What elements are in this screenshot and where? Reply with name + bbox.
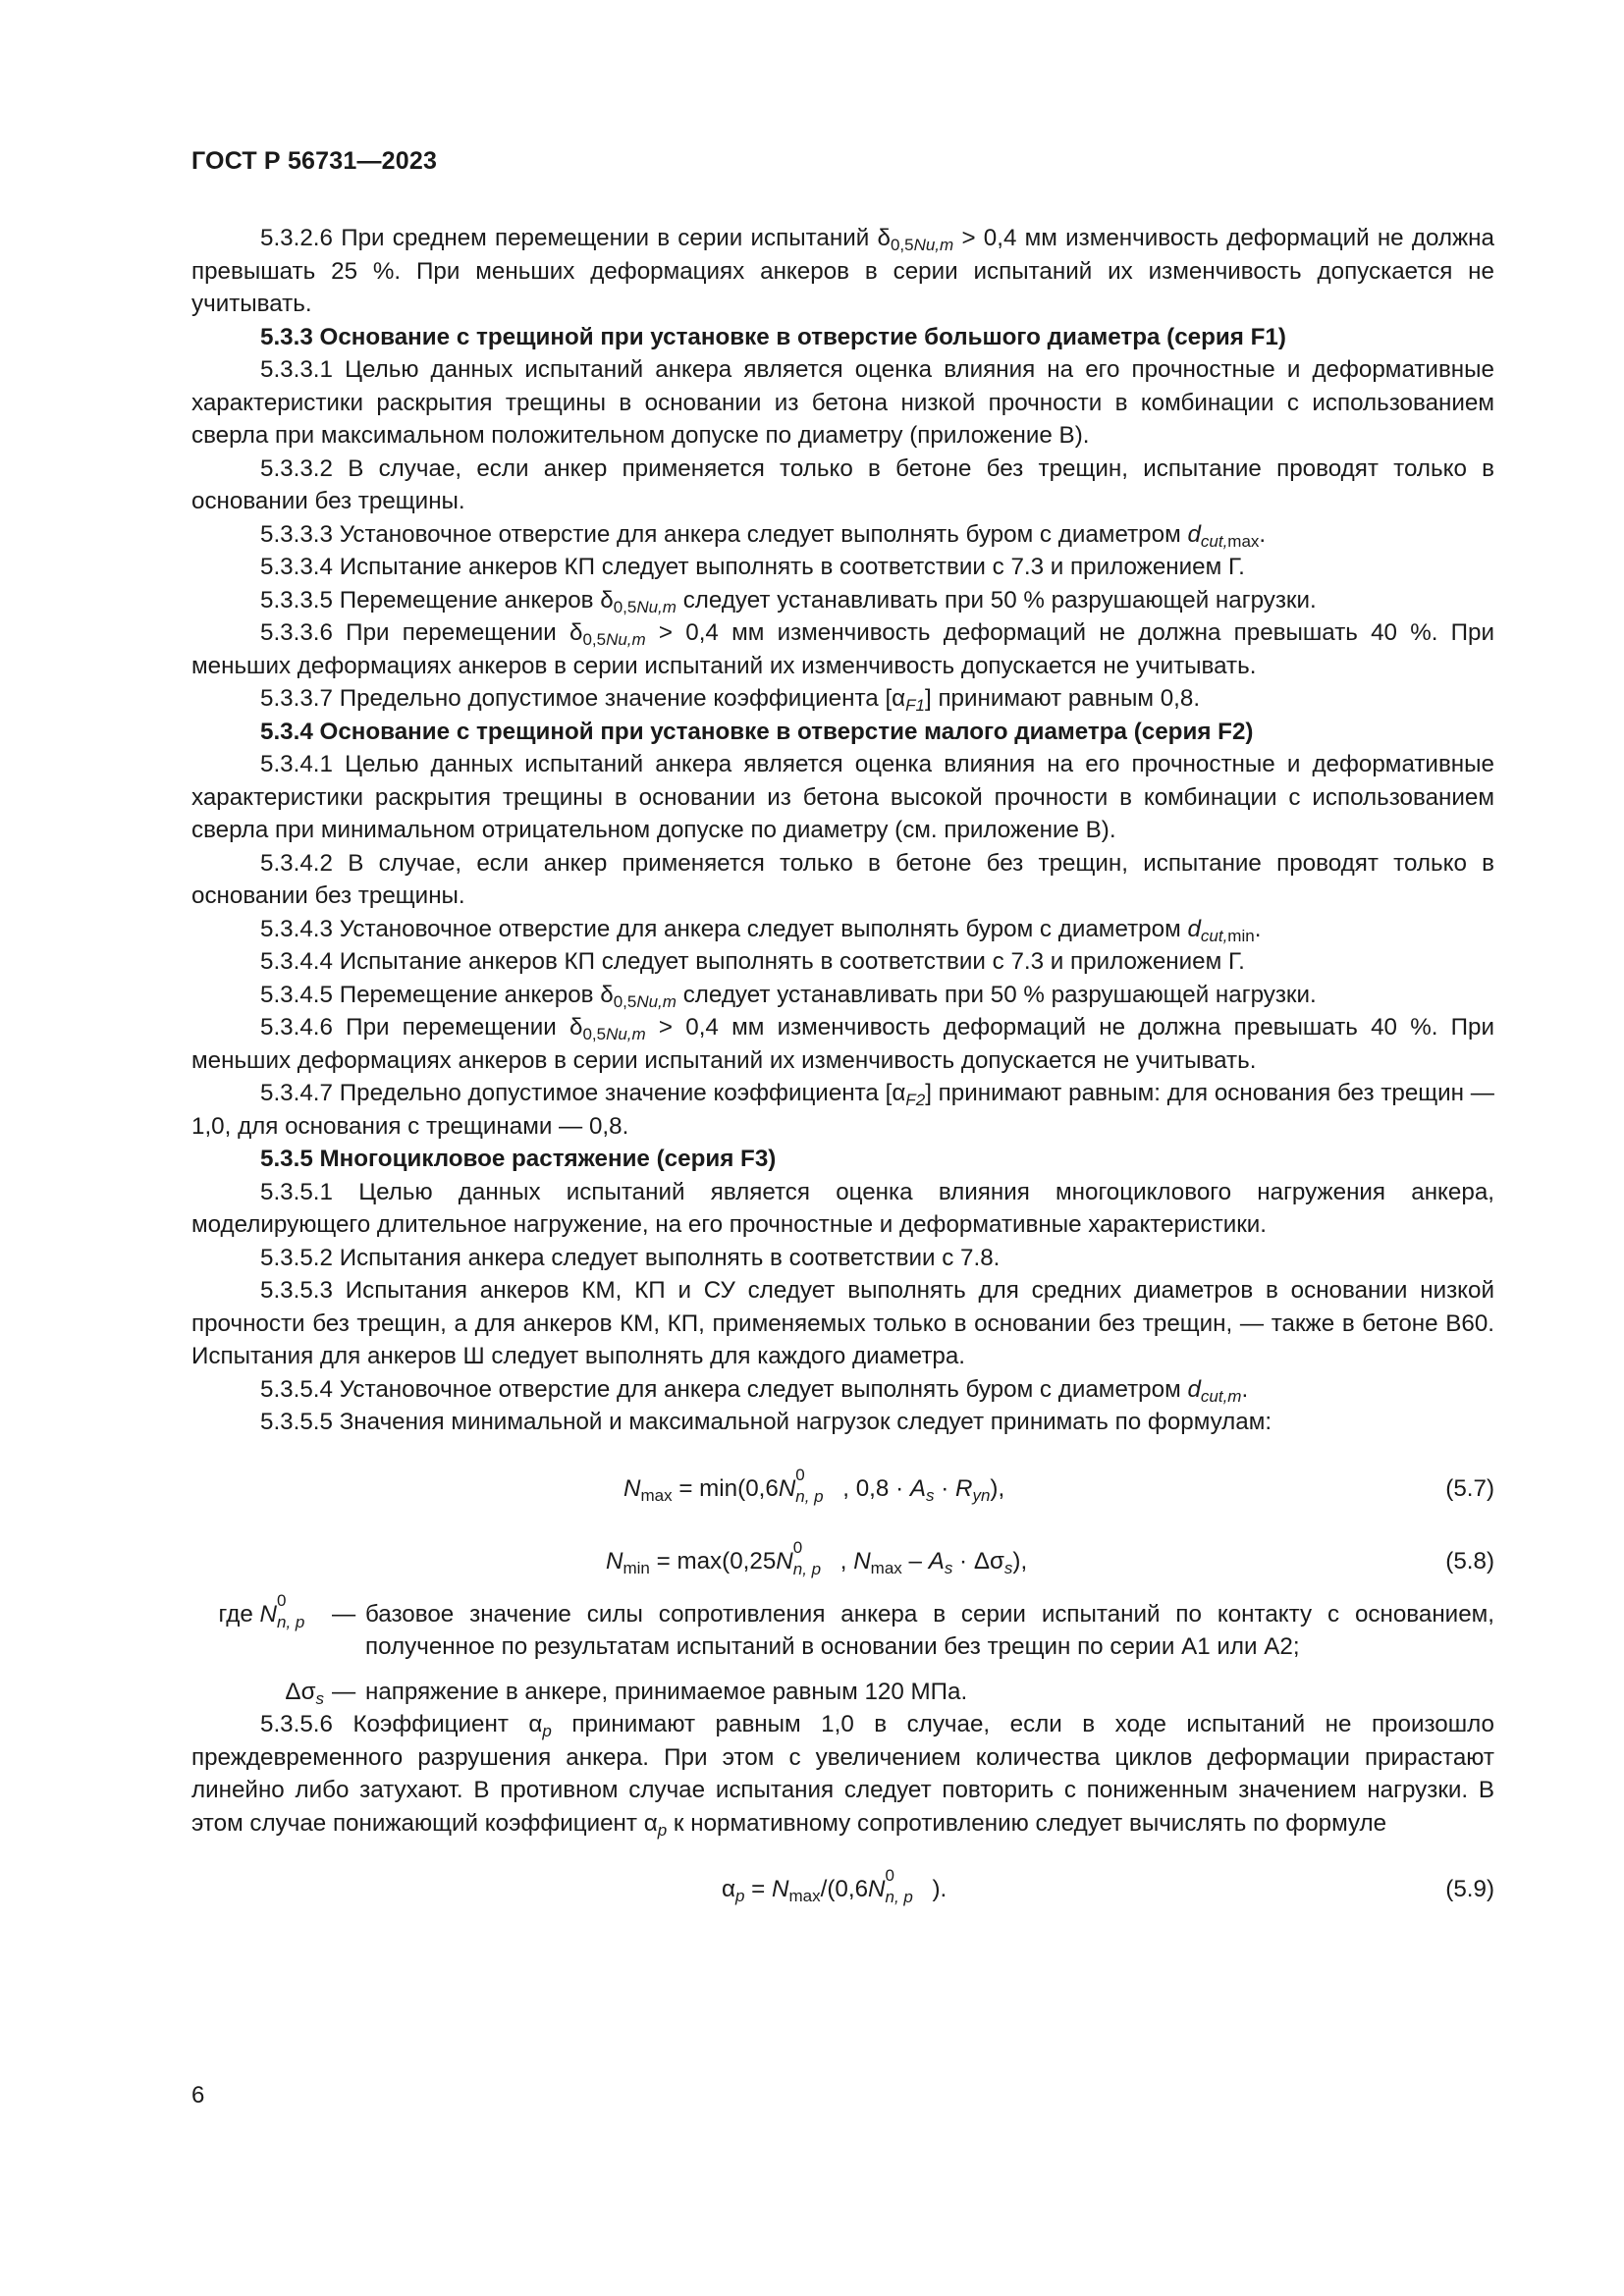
where-dash-2: — (332, 1678, 356, 1705)
paragraph-5-3-4-5: 5.3.4.5 Перемещение анкеров $\delta_{0,5Nu,m}$ следует устанавливать при 50 % разрушающей нагрузки. (260, 981, 1317, 1011)
paragraph-5-3-3-5: 5.3.3.5 Перемещение анкеров $\delta_{0,5Nu,m}$ следует устанавливать при 50 % разрушающей нагрузки. (260, 586, 1317, 616)
paragraph-5-3-4-7: 5.3.4.7 Предельно допустимое значение коэффициента $[\alpha_{F2}]$ принимают равным: для основания без трещин — 1,0, для основания с трещинами — 0,8. (191, 1080, 1494, 1140)
formula-5-7 (191, 1453, 1494, 1512)
formula-5-9-expression: $\alpha_p = N_{max}/(0,6N$ 0 n, p ). (722, 1866, 947, 1906)
page-header: ГОСТ Р 56731—2023 (191, 147, 438, 175)
where-symbol-1: где N 0 n, p (218, 1590, 305, 1631)
formula-5-9-number: (5.9) (1445, 1876, 1494, 1902)
paragraph-5-3-5-4: 5.3.5.4 Установочное отверстие для анкера следует выполнять буром с диаметром $d_{cut,m}$. (260, 1375, 1249, 1406)
where-item-2 (191, 1676, 1494, 1709)
paragraph-5-3-4-2: 5.3.4.2 В случае, если анкер применяется только в бетоне без трещин, испытание проводят только в основании без трещины. (191, 849, 1494, 909)
paragraph-5-3-5-2: 5.3.5.2 Испытания анкера следует выполнять в соответствии с 7.8. (260, 1244, 1001, 1271)
page-number: 6 (191, 2082, 205, 2109)
paragraph-5-3-3-1: 5.3.3.1 Целью данных испытаний анкера является оценка влияния на его прочностные и деформативные характеристики раскрытия трещины в основании из бетона низкой прочности в комбинации с использованием сверла при максимальном положительном допуске по диаметру (приложение В). (191, 356, 1494, 449)
formula-5-8 (191, 1525, 1494, 1584)
paragraph-5-3-3-6: 5.3.3.6 При перемещении $\delta_{0,5Nu,m} > 0,4$ мм изменчивость деформаций не должна превышать 40 %. При меньших деформациях анкеров в серии испытаний их изменчивость допускается не учитывать. (191, 619, 1495, 679)
formula-5-7-expression: $N_{max} = \min(0,6N$ 0 n, p , $0,8 \cdot A_s \cdot R_{yn}$), (623, 1465, 1005, 1506)
paragraph-5-3-3-7: 5.3.3.7 Предельно допустимое значение коэффициента $[\alpha_{F1}]$ принимают равным 0,8. (260, 685, 1201, 715)
formula-5-9 (191, 1853, 1494, 1912)
where-description-2: напряжение в анкере, принимаемое равным 120 МПа. (365, 1678, 968, 1705)
heading-5-3-4: 5.3.4 Основание с трещиной при установке в отверстие малого диаметра (серия F2) (260, 718, 1254, 745)
formula-5-7-number: (5.7) (1445, 1474, 1494, 1502)
paragraph-5-3-4-1: 5.3.4.1 Целью данных испытаний анкера является оценка влияния на его прочностные и деформативные характеристики раскрытия трещины в основании из бетона высокой прочности в комбинации с использованием сверла при минимальном отрицательном допуске по диаметру (см. приложение В). (191, 751, 1494, 843)
heading-5-3-3: 5.3.3 Основание с трещиной при установке в отверстие большого диаметра (серия F1) (260, 323, 1286, 350)
paragraph-5-3-4-6: 5.3.4.6 При перемещении $\delta_{0,5Nu,m} > 0,4$ мм изменчивость деформаций не должна превышать 40 %. При меньших деформациях анкеров в серии испытаний их изменчивость допускается не учитывать. (191, 1014, 1495, 1074)
paragraph-5-3-3-4: 5.3.3.4 Испытание анкеров КП следует выполнять в соответствии с 7.3 и приложением Г. (260, 554, 1245, 580)
paragraph-5-3-3-2: 5.3.3.2 В случае, если анкер применяется только в бетоне без трещин, испытание проводят только в основании без трещины. (191, 454, 1494, 514)
formula-5-8-number: (5.8) (1445, 1547, 1494, 1575)
paragraph-5-3-5-5: 5.3.5.5 Значения минимальной и максимальной нагрузок следует принимать по формулам: (260, 1409, 1272, 1435)
where-description-1: базовое значение силы сопротивления анкера в серии испытаний по контакту с основанием, полученное по результатам испытаний в основании без трещин по серии А1 или А2; (365, 1600, 1494, 1660)
document-body (191, 222, 1494, 1926)
paragraph-5-3-2-6: 5.3.2.6 При среднем перемещении в серии испытаний $\delta_{0,5Nu,m} > 0,4$ мм изменчивость деформаций не должна превышать 25 %. При меньших деформациях анкеров в серии испытаний их изменчивость допускается не учитывать. (191, 225, 1494, 317)
where-symbol-2: $\Delta\sigma_s$ (285, 1678, 324, 1708)
heading-5-3-5: 5.3.5 Многоцикловое растяжение (серия F3) (260, 1146, 777, 1172)
paragraph-5-3-5-6: 5.3.5.6 Коэффициент $\alpha_p$ принимают равным 1,0 в случае, если в ходе испытаний не произошло преждевременного разрушения анкера. При этом с увеличением количества циклов деформации прирастают линейно либо затухают. В противном случае испытания следует повторить с пониженным значением нагрузки. В этом случае понижающий коэффициент $\alpha_p$ к нормативному сопротивлению следует вычислять по формуле (191, 1711, 1494, 1840)
paragraph-5-3-5-1: 5.3.5.1 Целью данных испытаний является оценка влияния многоциклового нагружения анкера, моделирующего длительное нагружение, на его прочностные и деформативные характеристики. (191, 1178, 1494, 1238)
paragraph-5-3-4-4: 5.3.4.4 Испытание анкеров КП следует выполнять в соответствии с 7.3 и приложением Г. (260, 948, 1245, 975)
where-item-1 (191, 1590, 1494, 1664)
paragraph-5-3-4-3: 5.3.4.3 Установочное отверстие для анкера следует выполнять буром с диаметром $d_{cut,min}$. (260, 915, 1262, 945)
formula-5-8-expression: $N_{min} = \max(0,25N$ 0 n, p , $N_{max} - A_s \cdot \Delta\sigma_s$), (606, 1537, 1028, 1578)
paragraph-5-3-3-3: 5.3.3.3 Установочное отверстие для анкера следует выполнять буром с диаметром $d_{cut,max}$. (260, 520, 1267, 551)
where-dash-1: — (332, 1600, 356, 1628)
paragraph-5-3-5-3: 5.3.5.3 Испытания анкеров КМ, КП и СУ следует выполнять для средних диаметров в основании низкой прочности без трещин, а для анкеров КМ, КП, применяемых только в основании без трещин, — также в бетоне В60. Испытания для анкеров Ш следует выполнять для каждого диаметра. (191, 1277, 1494, 1369)
